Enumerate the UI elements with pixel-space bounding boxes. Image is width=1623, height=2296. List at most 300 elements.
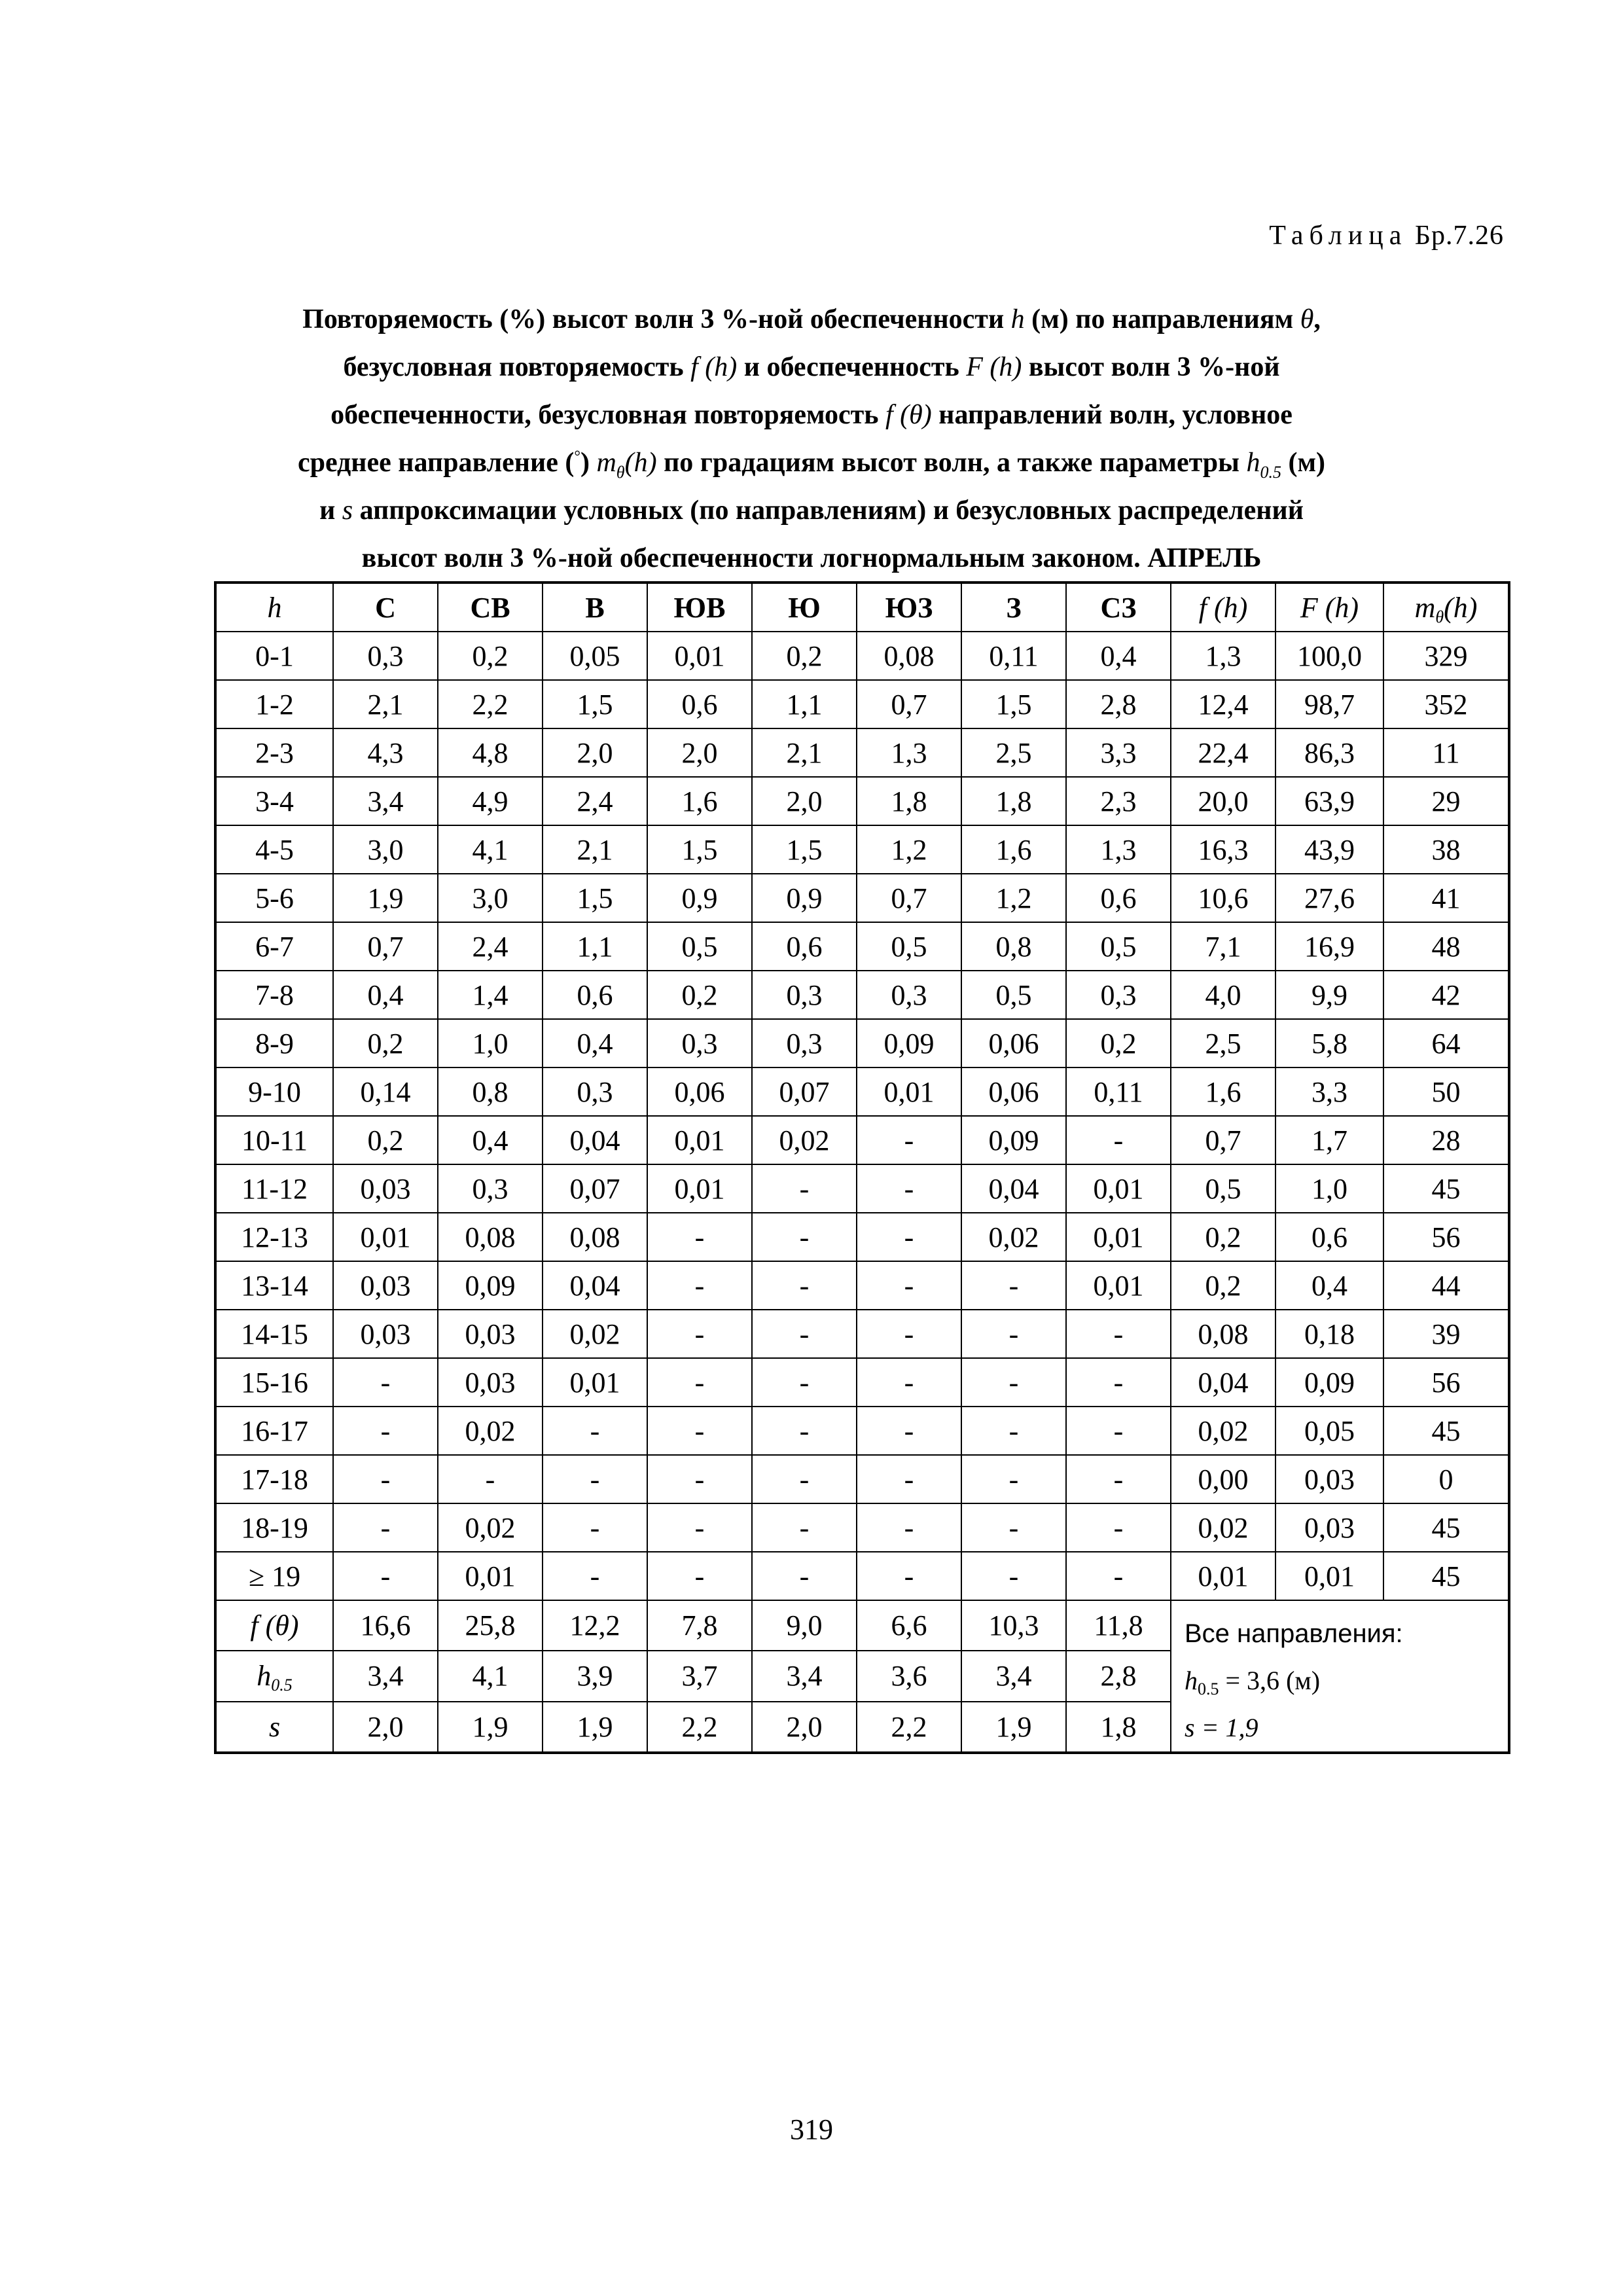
row-label: 7-8 [215,971,333,1019]
table-cell: 3,6 [857,1651,961,1701]
table-cell: 0,11 [961,632,1066,680]
table-cell: 0,03 [438,1358,543,1407]
table-cell: 16,9 [1275,922,1383,971]
table-cell: 10,6 [1171,874,1275,922]
table-cell: 11 [1383,728,1509,777]
table-cell: 0,09 [857,1019,961,1067]
table-cell: 0,5 [1171,1164,1275,1213]
table-cell: 1,9 [543,1702,647,1753]
table-cell: 0,4 [333,971,438,1019]
table-cell: 2,5 [1171,1019,1275,1067]
table-cell: - [857,1213,961,1261]
table-cell: 0,01 [857,1067,961,1116]
table-cell: 1,2 [857,825,961,874]
table-cell: 0,2 [333,1019,438,1067]
table-row [215,1503,1509,1552]
header-direction: ЮВ [647,583,752,632]
table-cell: 2,2 [438,680,543,728]
row-label: 15-16 [215,1358,333,1407]
table-cell: - [857,1164,961,1213]
caption-text: аппроксимации условных (по направлениям) и безусловных распределений [359,495,1304,526]
table-cell: - [333,1552,438,1600]
table-cell: - [333,1407,438,1455]
header-direction: ЮЗ [857,583,961,632]
table-cell: 0,02 [438,1407,543,1455]
table-cell: 45 [1383,1407,1509,1455]
caption-symbol-theta: θ [1300,304,1314,334]
table-cell: 10,3 [961,1600,1066,1651]
header-direction: С [333,583,438,632]
row-label: ≥ 19 [215,1552,333,1600]
table-cell: 0,01 [647,632,752,680]
table-cell: 44 [1383,1261,1509,1310]
row-label: 16-17 [215,1407,333,1455]
table-cell: 2,0 [752,1702,857,1753]
table-cell: 5,8 [1275,1019,1383,1067]
table-cell: 11,8 [1066,1600,1171,1651]
table-cell: 0,3 [1066,971,1171,1019]
row-label: 6-7 [215,922,333,971]
table-cell: 100,0 [1275,632,1383,680]
table-cell: 0,09 [961,1116,1066,1164]
caption-symbol-m: $m_\theta(h)$ [596,448,657,482]
table-cell: 0,3 [438,1164,543,1213]
table-cell: 64 [1383,1019,1509,1067]
header-direction: В [543,583,647,632]
table-cell: 3,3 [1066,728,1171,777]
table-cell: 0,06 [647,1067,752,1116]
table-cell: 3,4 [961,1651,1066,1701]
table-cell: - [961,1552,1066,1600]
table-cell: 1,3 [857,728,961,777]
page-number: 319 [790,2113,833,2145]
caption-text: направлений волн, условное [938,400,1293,430]
table-cell: - [752,1407,857,1455]
table-cell: 0,3 [752,971,857,1019]
table-cell: 0,01 [333,1213,438,1261]
table-cell: - [647,1407,752,1455]
table-cell: 0,7 [857,874,961,922]
table-cell: 41 [1383,874,1509,922]
row-label: 18-19 [215,1503,333,1552]
table-cell: 0,08 [438,1213,543,1261]
table-cell: - [647,1358,752,1407]
table-cell: 0,02 [438,1503,543,1552]
table-cell: 0,5 [647,922,752,971]
table-cell: - [857,1261,961,1310]
table-cell: 2,2 [647,1702,752,1753]
table-cell: 1,5 [543,680,647,728]
row-label: 3-4 [215,777,333,825]
table-cell: 42 [1383,971,1509,1019]
table-cell: 50 [1383,1067,1509,1116]
table-cell: 0,5 [857,922,961,971]
table-cell: 2,1 [333,680,438,728]
table-cell: 0,6 [543,971,647,1019]
table-cell: 0,01 [543,1358,647,1407]
table-cell: 1,2 [961,874,1066,922]
row-label: 9-10 [215,1067,333,1116]
table-cell: 1,1 [543,922,647,971]
table-row [215,971,1509,1019]
table-cell: - [752,1455,857,1503]
table-cell: 2,4 [543,777,647,825]
table-cell: 0,02 [961,1213,1066,1261]
table-label-number: Бр.7.26 [1414,221,1504,251]
table-row [215,922,1509,971]
caption-line-1 [216,296,1407,344]
row-label: 1-2 [215,680,333,728]
table-cell: 1,1 [752,680,857,728]
table-cell: 4,0 [1171,971,1275,1019]
table-cell: 1,8 [961,777,1066,825]
table-cell: 25,8 [438,1600,543,1651]
table-cell: 0,01 [1066,1213,1171,1261]
table-cell: 1,5 [752,825,857,874]
table-cell: - [1066,1455,1171,1503]
table-cell: 1,5 [961,680,1066,728]
table-cell: 7,8 [647,1600,752,1651]
table-cell: - [752,1503,857,1552]
table-cell: 0,2 [438,632,543,680]
table-cell: 2,2 [857,1702,961,1753]
wave-height-table [214,581,1510,1754]
table-cell: 0,4 [543,1019,647,1067]
table-cell: 48 [1383,922,1509,971]
caption-symbol-Fh: F (h) [966,352,1022,382]
table-cell: 0,6 [1275,1213,1383,1261]
table-cell: 4,1 [438,825,543,874]
table-cell: 22,4 [1171,728,1275,777]
table-cell: 1,8 [1066,1702,1171,1753]
table-cell: 0,2 [1066,1019,1171,1067]
caption-text: ) [580,448,590,478]
table-cell: 2,8 [1066,680,1171,728]
table-cell: 0,09 [1275,1358,1383,1407]
table-cell: 0,2 [1171,1261,1275,1310]
table-cell: 0,07 [543,1164,647,1213]
table-footer [215,1600,1509,1753]
table-cell: 1,4 [438,971,543,1019]
table-row [215,728,1509,777]
table-cell: 0,03 [1275,1455,1383,1503]
table-cell: 0 [1383,1455,1509,1503]
table-cell: 1,8 [857,777,961,825]
table-cell: 0,9 [752,874,857,922]
caption-symbol-ftheta: f (θ) [885,400,932,430]
table-cell: - [333,1503,438,1552]
row-label: 4-5 [215,825,333,874]
table-cell: 3,4 [333,777,438,825]
table-cell: 56 [1383,1213,1509,1261]
caption-line-3 [216,391,1407,439]
table-cell: 12,4 [1171,680,1275,728]
table-cell: - [857,1552,961,1600]
table-cell: 2,0 [647,728,752,777]
table-cell: 1,3 [1066,825,1171,874]
table-cell: - [961,1407,1066,1455]
row-label: $h_{0.5}$ [215,1651,333,1701]
table-cell: 0,2 [752,632,857,680]
table-cell: 2,5 [961,728,1066,777]
row-label: 11-12 [215,1164,333,1213]
table-cell: 45 [1383,1503,1509,1552]
header-direction: СВ [438,583,543,632]
header-direction: З [961,583,1066,632]
table-cell: 0,01 [647,1164,752,1213]
table-cell: 0,05 [543,632,647,680]
row-label: 0-1 [215,632,333,680]
table-row [215,632,1509,680]
table-cell: 0,01 [1066,1261,1171,1310]
table-cell: 0,5 [1066,922,1171,971]
table-cell: 3,4 [752,1651,857,1701]
table-cell: - [752,1552,857,1600]
caption-symbol-h: h [1010,304,1025,334]
row-label: 13-14 [215,1261,333,1310]
table-row [215,1213,1509,1261]
summary-h05: $h_{0.5} = 3,6$ (м) [1185,1666,1321,1698]
row-label: 2-3 [215,728,333,777]
table-cell: 1,3 [1171,632,1275,680]
table-cell: 0,3 [543,1067,647,1116]
f-theta-row [215,1600,1509,1651]
caption-symbol-h05: $h_{0.5}$ [1246,448,1281,482]
table-cell: 45 [1383,1164,1509,1213]
table-cell: 2,8 [1066,1651,1171,1701]
table-cell: 0,02 [1171,1407,1275,1455]
table-cell: 0,00 [1171,1455,1275,1503]
table-cell: 0,2 [1171,1213,1275,1261]
table-cell: 0,2 [647,971,752,1019]
header-direction: СЗ [1066,583,1171,632]
table-cell: - [333,1358,438,1407]
row-label: 17-18 [215,1455,333,1503]
table-cell: 1,0 [1275,1164,1383,1213]
table-cell: 0,01 [1066,1164,1171,1213]
table-cell: 0,4 [438,1116,543,1164]
table-cell: 1,5 [647,825,752,874]
table-cell: 0,5 [961,971,1066,1019]
caption-text: и обеспеченность [743,352,959,382]
table-cell: - [961,1455,1066,1503]
table-cell: - [857,1310,961,1358]
table-cell: 39 [1383,1310,1509,1358]
table-header-row [215,583,1509,632]
table-cell: 0,9 [647,874,752,922]
caption-text: Повторяемость (%) высот волн 3 %-ной обеспеченности [302,304,1005,334]
table-cell: 0,09 [438,1261,543,1310]
table-cell: 29 [1383,777,1509,825]
table-cell: - [333,1455,438,1503]
table-label-word: Таблица [1269,221,1408,251]
table-cell: - [1066,1358,1171,1407]
table-cell: - [857,1503,961,1552]
caption-line-6: высот волн 3 %-ной обеспеченности логнормальным законом. АПРЕЛЬ [361,543,1262,573]
table-cell: 0,7 [857,680,961,728]
table-cell: - [647,1552,752,1600]
header-h: h [215,583,333,632]
table-cell: 2,1 [752,728,857,777]
table-cell: 1,6 [1171,1067,1275,1116]
table-cell: 3,4 [333,1651,438,1701]
table-cell: 16,6 [333,1600,438,1651]
header-mh: $m_\theta(h)$ [1383,583,1509,632]
table-cell: 0,6 [1066,874,1171,922]
table-cell: 0,2 [333,1116,438,1164]
table-row [215,777,1509,825]
caption-text: безусловная повторяемость [343,352,684,382]
table-cell: 38 [1383,825,1509,874]
table-cell: - [752,1358,857,1407]
table-cell: - [647,1310,752,1358]
table-cell: 1,9 [438,1702,543,1753]
table-cell: 0,06 [961,1067,1066,1116]
table-row [215,1455,1509,1503]
table-cell: 0,03 [333,1261,438,1310]
table-cell: 9,0 [752,1600,857,1651]
table-cell: 2,3 [1066,777,1171,825]
caption-text: высот волн 3 %-ной [1028,352,1280,382]
table-row [215,1358,1509,1407]
caption-text: и [319,495,336,526]
table-cell: 0,01 [1171,1552,1275,1600]
row-label: 12-13 [215,1213,333,1261]
table-cell: - [647,1455,752,1503]
caption-line-2 [216,344,1407,391]
caption-text: (м) по направлениям [1031,304,1294,334]
table-cell: 0,03 [1275,1503,1383,1552]
caption-text: среднее направление ( [297,448,575,478]
caption-symbol-fh: f (h) [690,352,738,382]
table-caption [216,296,1407,583]
table-cell: 16,3 [1171,825,1275,874]
table-cell: 0,03 [438,1310,543,1358]
caption-line-5 [216,487,1407,535]
table-cell: 98,7 [1275,680,1383,728]
table-cell: 0,04 [961,1164,1066,1213]
table-cell: 2,0 [333,1702,438,1753]
table-row [215,1552,1509,1600]
table-cell: - [543,1407,647,1455]
caption-degree: ° [574,448,580,465]
table-row [215,1261,1509,1310]
table-cell: 56 [1383,1358,1509,1407]
table-cell: 1,0 [438,1019,543,1067]
table-cell: 43,9 [1275,825,1383,874]
table-cell: 0,04 [1171,1358,1275,1407]
caption-text: , [1313,304,1321,334]
table-cell: 0,3 [333,632,438,680]
table-cell: - [1066,1503,1171,1552]
table-cell: - [752,1261,857,1310]
table-cell: - [543,1455,647,1503]
table-cell: 4,8 [438,728,543,777]
table-cell: - [647,1503,752,1552]
table-row [215,1019,1509,1067]
table-cell: 0,3 [752,1019,857,1067]
table-cell: - [752,1310,857,1358]
table-cell: - [961,1503,1066,1552]
table-cell: 0,08 [857,632,961,680]
table-cell: 2,4 [438,922,543,971]
table-cell: 0,8 [961,922,1066,971]
table-cell: 0,4 [1066,632,1171,680]
table-cell: - [1066,1552,1171,1600]
table-cell: 3,0 [438,874,543,922]
table-cell: 0,03 [333,1310,438,1358]
table-cell: 45 [1383,1552,1509,1600]
table-cell: 0,07 [752,1067,857,1116]
table-cell: 3,7 [647,1651,752,1701]
table-cell: - [647,1213,752,1261]
table-cell: 329 [1383,632,1509,680]
header-Fh: F (h) [1275,583,1383,632]
table-body [215,632,1509,1600]
table-cell: 0,3 [647,1019,752,1067]
table-cell: 0,4 [1275,1261,1383,1310]
table-row [215,680,1509,728]
table-cell: - [543,1503,647,1552]
table-cell: 63,9 [1275,777,1383,825]
table-cell: 27,6 [1275,874,1383,922]
table-cell: 0,8 [438,1067,543,1116]
table-cell: 2,0 [543,728,647,777]
caption-line-4 [216,439,1407,487]
table-cell: - [961,1261,1066,1310]
table-cell: 86,3 [1275,728,1383,777]
header-direction: Ю [752,583,857,632]
table-cell: 1,9 [961,1702,1066,1753]
summary-title: Все направления: [1185,1619,1403,1648]
table-cell: 1,7 [1275,1116,1383,1164]
table-cell: 3,3 [1275,1067,1383,1116]
table-cell: 0,3 [857,971,961,1019]
table-cell: 12,2 [543,1600,647,1651]
row-label: 10-11 [215,1116,333,1164]
table-cell: 1,6 [961,825,1066,874]
table-cell: 0,02 [1171,1503,1275,1552]
table-cell: - [857,1358,961,1407]
table-row [215,1407,1509,1455]
table-row [215,1116,1509,1164]
table-cell: - [1066,1407,1171,1455]
table-cell: 0,02 [752,1116,857,1164]
table-cell: 1,9 [333,874,438,922]
table-cell: 0,08 [1171,1310,1275,1358]
table-cell: 2,1 [543,825,647,874]
table-cell: 4,1 [438,1651,543,1701]
table-cell: 0,01 [647,1116,752,1164]
table-cell: 0,6 [647,680,752,728]
table-cell: 1,6 [647,777,752,825]
table-cell: - [752,1213,857,1261]
table-cell: 0,03 [333,1164,438,1213]
table-cell: 0,01 [438,1552,543,1600]
table-cell: - [543,1552,647,1600]
table-row [215,1310,1509,1358]
table-cell: 2,0 [752,777,857,825]
row-label: s [215,1702,333,1753]
table-cell: - [857,1116,961,1164]
row-label: 14-15 [215,1310,333,1358]
table-cell: - [752,1164,857,1213]
table-cell: 28 [1383,1116,1509,1164]
table-row [215,1067,1509,1116]
table-cell: 0,02 [543,1310,647,1358]
table-cell: 6,6 [857,1600,961,1651]
row-label: 5-6 [215,874,333,922]
